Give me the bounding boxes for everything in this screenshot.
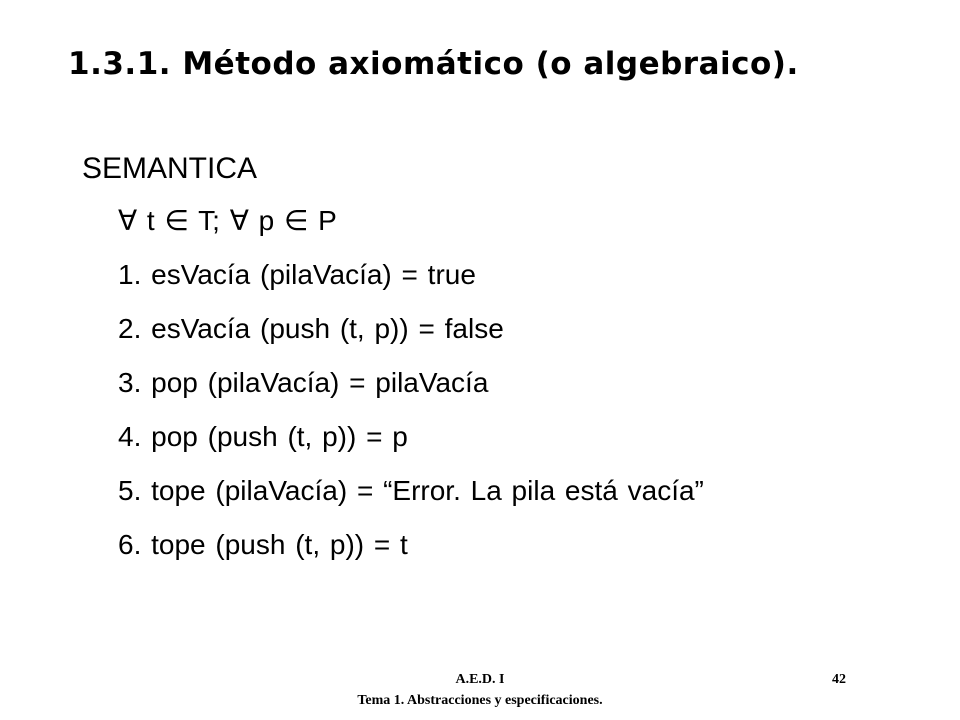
axiom-5: 5. tope (pilaVacía) = “Error. La pila está vacía” (118, 475, 704, 506)
footer-topic: Tema 1. Abstracciones y especificaciones. (357, 693, 603, 708)
slide-footer (0, 666, 960, 720)
footer-course: A.E.D. I (455, 672, 505, 687)
axiom-1: 1. esVacía (pilaVacía) = true (118, 259, 476, 290)
axiom-2: 2. esVacía (push (t, p)) = false (118, 313, 504, 344)
axiom-3: 3. pop (pilaVacía) = pilaVacía (118, 367, 489, 398)
page-number: 42 (832, 672, 846, 687)
slide-title: 1.3.1. Método axiomático (o algebraico). (68, 46, 799, 82)
semantics-list (118, 198, 704, 576)
quantifier-line: ∀ t ∈ T; ∀ p ∈ P (118, 205, 337, 236)
section-heading: SEMANTICA (82, 152, 258, 185)
axiom-4: 4. pop (push (t, p)) = p (118, 421, 408, 452)
axiom-6: 6. tope (push (t, p)) = t (118, 529, 408, 560)
